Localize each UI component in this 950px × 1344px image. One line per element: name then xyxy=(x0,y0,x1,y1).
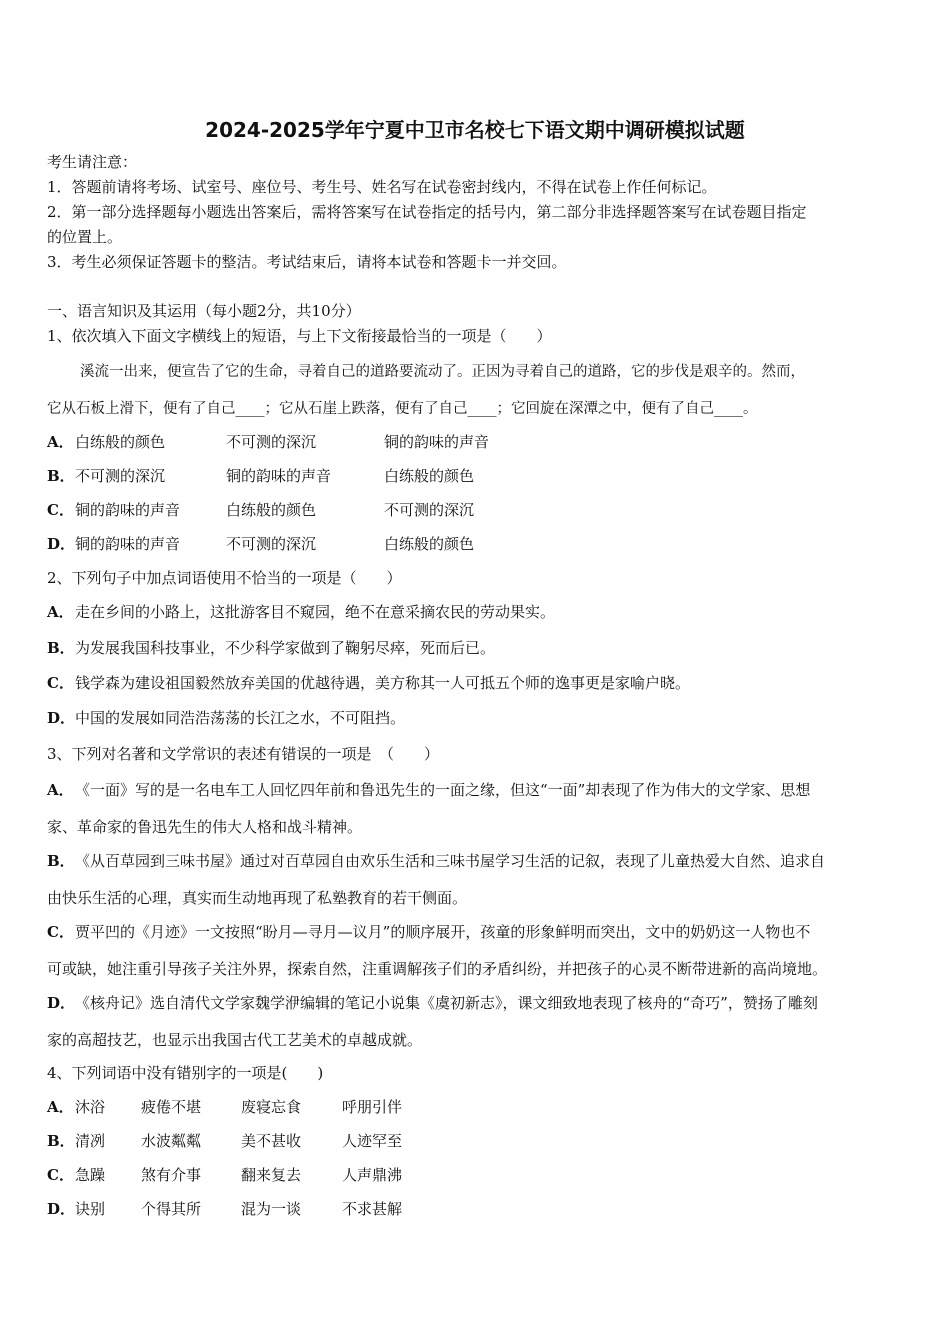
option-label: A． xyxy=(47,603,74,621)
option-choice: 不可测的深沉 xyxy=(75,467,166,485)
option-text: 走在乡间的小路上，这批游客目不窥园，绝不在意采摘农民的劳动果实。 xyxy=(75,603,556,621)
option-choice: 铜的韵味的声音 xyxy=(75,535,181,553)
option-choice: 白练般的颜色 xyxy=(226,501,317,519)
option-word: 美不甚收 xyxy=(241,1132,302,1150)
option-label: C． xyxy=(47,674,74,692)
option-text: 贾平凹的《月迹》一文按照“盼月—寻月—议月”的顺序展开，孩童的形象鲜明而突出，文中的奶奶这一人物也不 xyxy=(75,923,811,941)
option-word: 人声鼎沸 xyxy=(342,1166,403,1184)
notice-item: 的位置上。 xyxy=(47,228,123,246)
option-label: D． xyxy=(47,994,76,1012)
option-label: A． xyxy=(47,433,74,451)
option-label: B． xyxy=(47,639,75,657)
option-choice: 不可测的深沉 xyxy=(226,433,317,451)
option-label: D． xyxy=(47,709,76,727)
option-choice: 白练般的颜色 xyxy=(384,467,475,485)
section-heading: 一、语言知识及其运用（每小题2分，共10分） xyxy=(47,302,361,320)
option-label: A． xyxy=(47,781,74,799)
question-stem-4: 4、下列词语中没有错别字的一项是( ) xyxy=(47,1064,324,1082)
option-text: 家、革命家的鲁迅先生的伟大人格和战斗精神。 xyxy=(47,818,363,836)
option-label: C． xyxy=(47,1166,74,1184)
passage-line: 溪流一出来，便宣告了它的生命，寻着自己的道路要流动了。正因为寻着自己的道路，它的步伐是艰辛的。然而， xyxy=(80,364,805,380)
option-choice: 白练般的颜色 xyxy=(384,535,475,553)
passage-line: 它从石板上滑下，便有了自己____；它从石崖上跌落，便有了自己____；它回旋在深潭之中，便有了自己____。 xyxy=(47,401,758,417)
question-stem-1: 1、依次填入下面文字横线上的短语，与上下文衔接最恰当的一项是（ ） xyxy=(47,327,552,345)
notice-item: 2．第一部分选择题每小题选出答案后，需将答案写在试卷指定的括号内，第二部分非选择题答案写在试卷题目指定 xyxy=(47,203,807,221)
option-text: 由快乐生活的心理，真实而生动地再现了私塾教育的若干侧面。 xyxy=(47,889,468,907)
option-label: B． xyxy=(47,1132,75,1150)
option-word: 废寝忘食 xyxy=(241,1098,302,1116)
option-word: 个得其所 xyxy=(141,1200,202,1218)
option-text: 钱学森为建设祖国毅然放弃美国的优越待遇，美方称其一人可抵五个师的逸事更是家喻户晓。 xyxy=(75,674,691,692)
option-word: 不求甚解 xyxy=(342,1200,403,1218)
option-word: 人迹罕至 xyxy=(342,1132,403,1150)
option-label: C． xyxy=(47,923,74,941)
option-text: 《一面》写的是一名电车工人回忆四年前和鲁迅先生的一面之缘，但这“一面”却表现了作为伟大的文学家、思想 xyxy=(75,781,811,799)
option-word: 沐浴 xyxy=(75,1098,106,1116)
exam-title: 2024-2025学年宁夏中卫市名校七下语文期中调研模拟试题 xyxy=(205,118,745,142)
option-text: 《从百草园到三味书屋》通过对百草园自由欢乐生活和三味书屋学习生活的记叙，表现了儿童热爱大自然、追求自 xyxy=(75,852,826,870)
option-choice: 不可测的深沉 xyxy=(384,501,475,519)
option-label: B． xyxy=(47,852,75,870)
notice-heading: 考生请注意： xyxy=(47,153,138,171)
option-word: 诀别 xyxy=(75,1200,106,1218)
option-word: 呼朋引伴 xyxy=(342,1098,403,1116)
notice-item: 3．考生必须保证答题卡的整洁。考试结束后，请将本试卷和答题卡一并交回。 xyxy=(47,253,567,271)
notice-item: 1．答题前请将考场、试室号、座位号、考生号、姓名写在试卷密封线内，不得在试卷上作任何标记。 xyxy=(47,178,717,196)
option-text: 家的高超技艺，也显示出我国古代工艺美术的卓越成就。 xyxy=(47,1031,423,1049)
option-text: 《核舟记》选自清代文学家魏学洢编辑的笔记小说集《虞初新志》，课文细致地表现了核舟的“奇巧”，赞扬了雕刻 xyxy=(75,994,818,1012)
question-stem-3: 3、下列对名著和文学常识的表述有错误的一项是 （ ） xyxy=(47,745,440,763)
option-label: A． xyxy=(47,1098,74,1116)
option-word: 水波粼粼 xyxy=(141,1132,202,1150)
option-label: D． xyxy=(47,535,76,553)
option-choice: 铜的韵味的声音 xyxy=(226,467,332,485)
option-text: 为发展我国科技事业，不少科学家做到了鞠躬尽瘁，死而后已。 xyxy=(75,639,496,657)
option-choice: 铜的韵味的声音 xyxy=(384,433,490,451)
option-label: B． xyxy=(47,467,75,485)
option-word: 混为一谈 xyxy=(241,1200,302,1218)
option-label: D． xyxy=(47,1200,76,1218)
option-text: 可或缺，她注重引导孩子关注外界，探索自然，注重调解孩子们的矛盾纠纷，并把孩子的心灵不断带进新的高尚境地。 xyxy=(47,960,828,978)
option-label: C． xyxy=(47,501,74,519)
option-word: 翻来复去 xyxy=(241,1166,302,1184)
option-choice: 不可测的深沉 xyxy=(226,535,317,553)
option-word: 清冽 xyxy=(75,1132,106,1150)
option-word: 煞有介事 xyxy=(141,1166,202,1184)
option-choice: 铜的韵味的声音 xyxy=(75,501,181,519)
option-word: 疲倦不堪 xyxy=(141,1098,202,1116)
option-word: 急躁 xyxy=(75,1166,106,1184)
option-choice: 白练般的颜色 xyxy=(75,433,166,451)
option-text: 中国的发展如同浩浩荡荡的长江之水，不可阻挡。 xyxy=(75,709,406,727)
question-stem-2: 2、下列句子中加点词语使用不恰当的一项是（ ） xyxy=(47,569,402,587)
